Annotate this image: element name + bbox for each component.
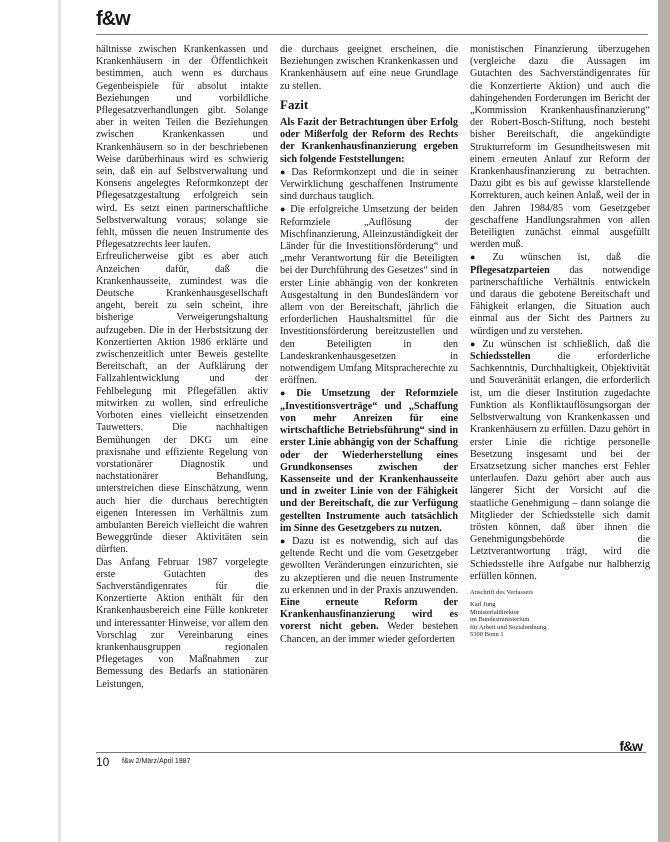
bullet-item <box>280 535 458 646</box>
footer-rule <box>96 752 646 753</box>
issue-date: f&w 2/März/April 1987 <box>122 758 191 765</box>
bullet-bold-text: Pflegesatzparteien <box>470 264 550 276</box>
bullet-item <box>280 166 458 204</box>
bullet-text: Dazu ist es notwendig, sich auf das geltende Recht und die vom Gesetzgeber gewollten Veränderungen einzurichten, sie zu akzeptieren und die neuen Instrumente zu erkennen und in der Praxis anzuwenden. <box>280 535 458 596</box>
bullet-item <box>470 338 650 583</box>
paragraph: hältnisse zwischen Krankenkassen und Krankenhäusern in der Öffentlichkeit bestimmen, auch wenn es durchaus Gegenbeispiele für absolut intakte Beziehungen und vorbildliche Pflegesatzverhandlungen gibt. Solange aber in weiten Teilen die Beziehungen zwischen Krankenkassen und Krankenhäusern so in der beschriebenen Weise darüberhinaus wird es schwierig sein, daß ein auf Selbstverwaltung und Konsens angelegtes Reformkonzept der Pflegesatzgestaltung erfolgreich sein wird. Es setzt einen partnerschaftliche Selbstverwaltung voraus; solange sie fehlt, müssen die neuen Instrumente des Pflegesatzrechts leer laufen. <box>96 44 268 251</box>
address-line: für Arbeit und Sozialordnung <box>470 623 547 631</box>
page-footer <box>96 738 646 769</box>
bullet-text: das notwendige partnerschaftliche Verhältnis entwickeln und daraus die gebotene Bereitschaft und Fähigkeit erlangen, die Situation auch einmal aus der Sicht des Partners zu würdigen und zu verstehen. <box>470 264 650 337</box>
bullet-text: Die Umsetzung der Reformziele „Investitionsverträge“ und „Schaffung von mehr Anreizen für eine wirtschaftliche Betriebsführung“ sind in erster Linie abhängig von der Schaffung oder der Wiederherstellung eines Grundkonsenses zwischen der Kassenseite und der Krankenhausseite und in zweiter Linie von der Fähigkeit und der Bereitschaft, die zur Verfügung gestellten Instrumente auch tatsächlich im Sinne des Gesetzgebers zu nutzen. <box>280 388 458 534</box>
bullet-text: die erforderliche Sachkenntnis, Durchhaltigkeit, Objektivität und Souveränität erlangen, die erforderlich ist, um die dieser Institution zugedachte Funktion als Konfliktauflösungsorgan der Selbstverwaltung von Krankenkassen und Krankenhäusern zu erfüllen. Dazu gehört in erster Linie die richtige personelle Besetzung insgesamt und bei der Ersatzsetzung sicher manches erst Fehler unterlaufen. Dazu gehört aber auch aus längerer Sicht der Vorsicht auf die staatliche Genehmigung – dann solange die Mitglieder der Schiedsstelle sich damit trösten können, daß über ihnen die Genehmigungsbehörde die Letztverantwortung trägt, wird die Schiedsstelle ihre Aufgabe nur halbherzig erfüllen können. <box>470 351 650 582</box>
page-number: 10 <box>96 755 110 769</box>
footer-logo: f&w <box>619 738 642 754</box>
address-line: 5300 Bonn 1 <box>470 631 504 639</box>
paragraph: die durchaus geeignet erscheinen, die Beziehungen zwischen Krankenkassen und Krankenhäusern auf eine neue Grundlage zu stellen. <box>280 44 458 92</box>
journal-logo: f&w <box>96 8 130 30</box>
paragraph: monistischen Finanzierung überzugehen (vergleiche dazu die Aussagen im Gutachten des Sachverständigenrates für die Konzertierte Aktion) und auch die dahingehenden Forderungen im Bericht der „Kommission Krankenhausfinanzierung“ der Robert-Bosch-Stiftung, noch besteht bisher Bereitschaft, die angekündigte Strukturreform im Gesundheitswesen mit einem erneuten Anlauf zur Reform der Krankenhausfinanzierung zu betrachten. Dazu gibt es bis auf gewisse klarstellende Korrekturen, auch keinen Anlaß, weil der in den Jahren 1984/85 vom Gesetzgeber geschaffene Handlungsrahmen von allen Beteiligten zunächst einmal ausgefüllt werden muß. <box>470 44 650 251</box>
lead-paragraph: Als Fazit der Betrachtungen über Erfolg oder Mißerfolg der Reform des Rechts der Krankenhausfinanzierung ergeben sich folgende Feststellungen: <box>280 117 458 165</box>
bullet-text: Zu wünschen ist schließlich, daß die <box>482 338 650 350</box>
column-1 <box>96 44 268 691</box>
address-line: Ministerialdirektor <box>470 608 520 616</box>
bullet-text: Das Reformkonzept und die in seiner Verwirklichung geschaffenen Instrumente sind durchaus tauglich. <box>280 166 458 203</box>
bullet-text: Weder bestehen Chancen, an der immer wieder geforderten <box>280 621 458 645</box>
column-3 <box>470 44 650 639</box>
bullet-text: Die erfolgreiche Umsetzung der beiden Reformziele „Auflösung der Mischfinanzierung, Alleinzuständigkeit der Länder für die Investitionsförderung“ und „mehr Verantwortung für die Beteiligten bei der Durchführung des Gesetzes“ sind in erster Linie abhängig von der konkreten Ausgestaltung in den Bundesländern vor allem von der Bereitschaft, jährlich die erforderlichen Haushaltsmittel für die Investitionsförderung bereitzustellen und den Beteiligten in den Landeskrankenhausgesetzen in notwendigem Umfang Mitspracherechte zu eröffnen. <box>280 204 458 387</box>
bullet-bold-text: Eine erneute Reform der Krankenhausfinanzierung wird es vorerst nicht geben. <box>280 596 458 633</box>
header-rule <box>96 34 648 35</box>
bullet-text: Zu wünschen ist, daß die <box>492 252 650 264</box>
section-heading: Fazit <box>280 96 309 112</box>
paragraph: Das Anfang Februar 1987 vorgelegte erste Gutachten des Sachverständigenrates für die Konzertierte Aktion enthält für den Krankenhausbereich eine Fülle konkreter und interessanter Hinweise, vor allem den Vorschlag zur Vereinbarung eines krankenhausgruppen regionalen Pflegetages von Maßnahmen zur Bemessung des Bedarfs an stationären Leistungen, <box>96 556 268 690</box>
author-label: Anschrift des Verfassers <box>470 588 534 596</box>
address-line: im Bundesministerium <box>470 616 530 624</box>
bullet-bold-text: Schiedsstellen <box>470 351 531 363</box>
author-address <box>470 601 650 639</box>
paragraph: Erfreulicherweise gibt es aber auch Anzeichen dafür, daß die Krankenhausseite, zumindest was die Deutsche Krankenhausgesellschaft angeht, bereit zu sein scheint, ihre bisherige Verweigerungshaltung aufzugeben. Die in der Herbstsitzung der Konzertierten Aktion 1986 erklärte und zwischenzeitlich unter Beweis gestellte Bereitschaft, an der Aufklärung der Fallzahlentwicklung und der Fehlbelegung mit Pflegefällen aktiv mitwirken zu wollen, sind erfreuliche Vorboten eines vielleicht einsetzenden Tauwetters. Die nachhaltigen Bemühungen der DKG um eine praxisnahe und effiziente Regelung von vorstationärer Diagnostik und nachstationärer Behandlung, unterstreichen diese Einschätzung, wenn auch hier die durchaus berechtigten eigenen Interessen im Verhältnis zum ambulanten Bereich vielleicht die wahren Beweggründe dieser Aktivitäten sein dürften. <box>96 251 268 556</box>
address-line: Karl Jung <box>470 600 496 608</box>
scan-shadow <box>58 0 61 842</box>
column-2 <box>280 44 458 646</box>
bullet-item <box>280 203 458 387</box>
bullet-item <box>280 387 458 534</box>
bullet-item <box>470 251 650 337</box>
